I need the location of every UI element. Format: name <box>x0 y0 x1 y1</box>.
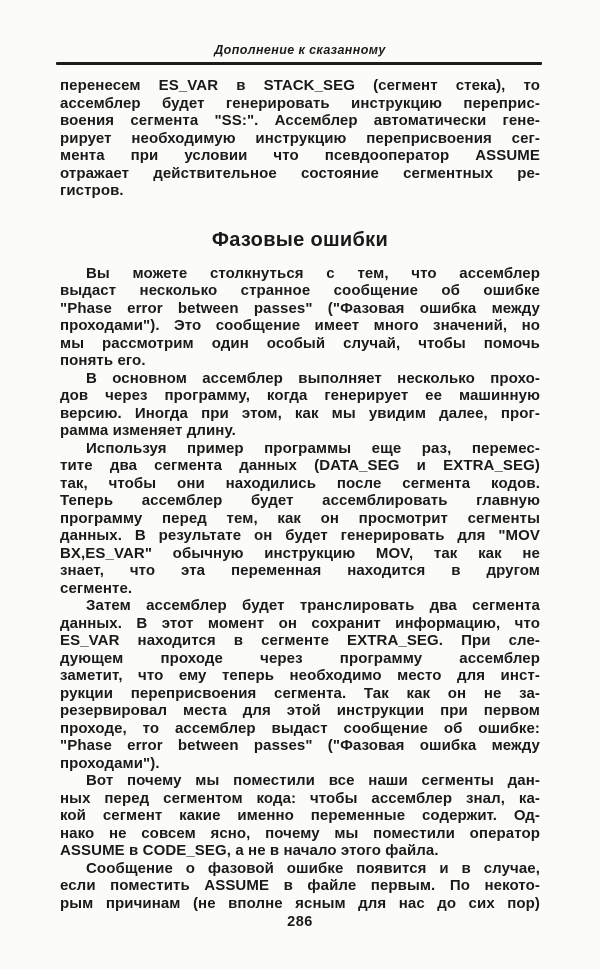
text-line: проходами"). Это сообщение имеет много значений, но <box>60 317 540 334</box>
paragraph <box>60 772 540 860</box>
text-line: дующем проходе через программу ассемблер <box>60 649 540 667</box>
text-line: данных. В результате он будет генерировать для "MOV <box>60 527 540 544</box>
text-line: проходами"). <box>60 754 160 772</box>
text-line: ASSUME в CODE_SEG, а не в начало этого файла. <box>60 842 439 859</box>
text-line: Сообщение о фазовой ошибке появится и в случае, <box>86 859 540 877</box>
text-line: знает, что эта переменная находится в другом <box>60 562 540 579</box>
text-line: В основном ассемблер выполняет несколько прохо- <box>86 369 540 387</box>
text-line: Затем ассемблер будет транслировать два сегмента <box>86 597 540 614</box>
text-line: нако не совсем ясно, почему мы поместили оператор <box>60 824 540 842</box>
text-line: ных перед сегментом кода: чтобы ассемблер знал, ка- <box>60 789 540 807</box>
text-line: проходе, то ассемблер выдаст сообщение об ошибке: <box>60 719 540 737</box>
text-line: понять его. <box>60 352 146 369</box>
text-line: если поместить ASSUME в файле первым. По некото- <box>60 877 540 894</box>
text-line: так, чтобы они находились после сегмента кодов. <box>60 474 540 492</box>
text-line: Используя пример программы еще раз, перемес- <box>86 439 540 457</box>
text-line: рамма изменяет длину. <box>60 422 236 439</box>
text-line: BX,ES_VAR" обычную инструкцию MOV, так как не <box>60 544 540 562</box>
header-rule-divider <box>56 62 542 65</box>
text-line: отражает действительное состояние сегментных ре- <box>60 164 540 182</box>
text-line: "Phase error between passes" ("Фазовая ошибка между <box>60 737 540 754</box>
text-line: ассемблер будет генерировать инструкцию переприс- <box>60 94 540 112</box>
text-line: заметит, что ему теперь необходимо место для инст- <box>60 667 540 684</box>
paragraph <box>60 265 540 370</box>
paragraph <box>60 597 540 772</box>
paragraph <box>60 860 540 913</box>
text-line: программу перед тем, как он просмотрит сегменты <box>60 509 540 527</box>
body-text <box>60 77 540 912</box>
text-line: рукции переприсвоения сегмента. Так как он не за- <box>60 684 540 702</box>
page-number: 286 <box>287 914 313 930</box>
text-line: ES_VAR находится в сегменте EXTRA_SEG. При сле- <box>60 632 540 649</box>
running-head: Дополнение к сказанному <box>214 43 386 57</box>
text-line: Вот почему мы поместили все наши сегменты дан- <box>86 772 540 789</box>
section-heading: Фазовые ошибки <box>211 228 389 251</box>
paragraph <box>60 370 540 440</box>
text-line: воения сегмента "SS:". Ассемблер автоматически гене- <box>60 112 540 129</box>
paragraph <box>60 77 540 200</box>
text-line: данных. В этот момент он сохранит информацию, что <box>60 614 540 632</box>
text-line: Теперь ассемблер будет ассемблировать главную <box>60 492 540 509</box>
text-line: Вы можете столкнуться с тем, что ассемблер <box>86 264 540 282</box>
text-line: "Phase error between passes" ("Фазовая ошибка между <box>60 299 540 317</box>
paragraph <box>60 440 540 598</box>
text-line: рирует необходимую инструкцию переприсвоения сег- <box>60 129 540 147</box>
text-line: сегменте. <box>60 579 133 597</box>
text-line: тите два сегмента данных (DATA_SEG и EXTRA_SEG) <box>60 457 540 474</box>
text-line: версию. Иногда при этом, как мы увидим далее, прог- <box>60 404 540 422</box>
text-line: резервировал места для этой инструкции при первом <box>60 702 540 719</box>
text-line: мента при условии что псевдооператор ASSUME <box>60 147 540 164</box>
text-line: дов через программу, когда генерирует ее машинную <box>60 387 540 404</box>
text-line: кой сегмент какие именно переменные содержит. Од- <box>60 807 540 824</box>
text-line: рым причинам (не вполне ясным для нас до сих пор) <box>60 894 540 912</box>
text-line: гистров. <box>60 182 124 199</box>
text-line: мы рассмотрим один особый случай, чтобы помочь <box>60 334 540 352</box>
text-line: выдаст несколько странное сообщение об ошибке <box>60 282 540 299</box>
text-line: перенесем ES_VAR в STACK_SEG (сегмент стека), то <box>60 77 540 94</box>
